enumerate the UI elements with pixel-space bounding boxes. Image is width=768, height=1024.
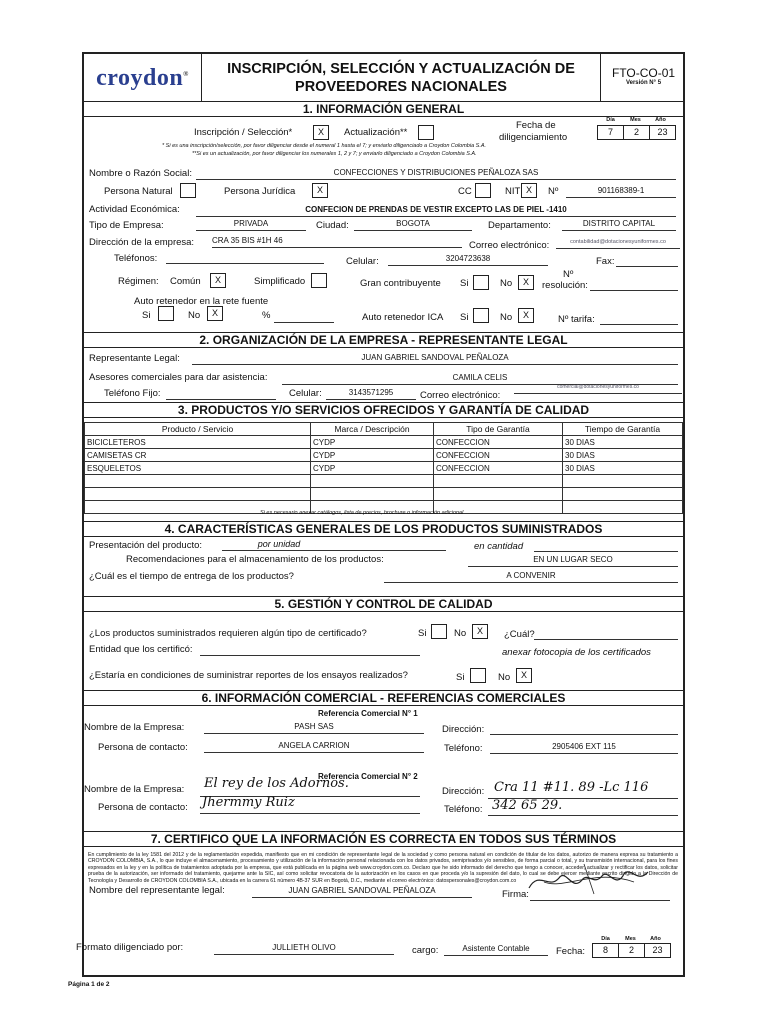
cual-label: ¿Cuál?	[504, 629, 535, 640]
form-code: FTO-CO-01	[611, 66, 676, 80]
celular-field[interactable]: 3204723638	[388, 253, 548, 266]
celular-label: Celular:	[346, 256, 379, 267]
autoret-no-label: No	[188, 310, 201, 321]
rep-si-checkbox[interactable]	[470, 668, 486, 683]
direccion-label: Dirección de la empresa:	[89, 237, 195, 248]
section-6-title: 6. INFORMACIÓN COMERCIAL - REFERENCIAS COMERCIALES	[84, 690, 683, 706]
cual-field[interactable]	[534, 627, 678, 640]
direccion-field[interactable]: CRA 35 BIS #1H 46	[212, 235, 462, 248]
actualizacion-label: Actualización**	[344, 127, 408, 138]
rep-legal-label: Nombre del representante legal:	[89, 885, 225, 896]
fecha-final[interactable]	[593, 943, 671, 958]
ref1-title: Referencia Comercial N° 1	[318, 709, 418, 718]
telefono-fijo-label: Teléfono Fijo:	[104, 388, 161, 399]
section-5-title: 5. GESTIÓN Y CONTROL DE CALIDAD	[84, 596, 683, 612]
nit-number-label: Nº	[548, 186, 559, 197]
fecha-final-ano: 23	[644, 943, 671, 958]
cert-si-label: Si	[418, 628, 427, 639]
asesor-celular-label: Celular:	[289, 388, 322, 399]
asesores-label: Asesores comerciales para dar asistencia:	[89, 372, 268, 383]
entidad-label: Entidad que los certificó:	[89, 644, 193, 655]
entrega-label: ¿Cuál es el tiempo de entrega de los productos?	[89, 571, 294, 582]
recomendaciones-field[interactable]: EN UN LUGAR SECO	[468, 554, 678, 567]
cert-no-checkbox[interactable]: X	[472, 624, 488, 639]
ref1-contacto-label: Persona de contacto:	[98, 742, 188, 753]
ref1-telefono-field[interactable]: 2905406 EXT 115	[490, 741, 678, 754]
asesor-correo-field[interactable]: comercial@dotacionesyuniformes.co	[514, 381, 682, 394]
persona-juridica-label: Persona Jurídica	[224, 186, 296, 197]
ref2-direccion-field[interactable]: Cra 11 #11. 89 -Lc 116	[494, 780, 649, 795]
nit-number-field[interactable]: 901168389-1	[566, 185, 676, 198]
firma-label: Firma:	[502, 889, 529, 900]
diligenciado-label: Formato diligenciado por:	[76, 942, 184, 953]
comun-label: Común	[170, 276, 201, 287]
cert-si-checkbox[interactable]	[431, 624, 447, 639]
table-row[interactable]	[85, 488, 683, 501]
simplificado-checkbox[interactable]	[311, 273, 327, 288]
reportes-question: ¿Estaría en condiciones de suministrar reportes de los ensayos realizados?	[89, 670, 408, 681]
nit-label: NIT	[505, 186, 521, 197]
ref2-empresa-field[interactable]: El rey de los Adornos.	[204, 776, 349, 791]
autoret-si-label: Si	[142, 310, 151, 321]
ref2-telefono-label: Teléfono:	[444, 804, 483, 815]
ref2-telefono-field[interactable]: 342 65 29.	[492, 798, 563, 813]
form-title: INSCRIPCIÓN, SELECCIÓN Y ACTUALIZACIÓN DE PROVEEDORES NACIONALES	[227, 61, 575, 95]
representante-label: Representante Legal:	[89, 353, 180, 364]
ciudad-field[interactable]: BOGOTA	[354, 218, 472, 231]
resolucion-label: resolución:	[542, 280, 588, 291]
rep-no-checkbox[interactable]: X	[516, 668, 532, 683]
actividad-label: Actividad Económica:	[89, 204, 180, 215]
actividad-field[interactable]: CONFECION DE PRENDAS DE VESTIR EXCEPTO LAS DE PIEL -1410	[196, 204, 676, 217]
fecha-diligenciamiento[interactable]	[598, 125, 676, 140]
tipo-empresa-label: Tipo de Empresa:	[89, 220, 164, 231]
fecha-mes: 2	[623, 125, 650, 140]
actualizacion-checkbox[interactable]	[418, 125, 434, 140]
entrega-field[interactable]: A CONVENIR	[384, 570, 678, 583]
ref2-contacto-label: Persona de contacto:	[98, 802, 188, 813]
ica-no-label: No	[500, 312, 513, 323]
cargo-label: cargo:	[412, 945, 439, 956]
correo-field[interactable]: contabilidad@dotacionesyuniformes.co	[556, 236, 680, 249]
fax-label: Fax:	[596, 256, 615, 267]
regimen-label: Régimen:	[118, 276, 159, 287]
cc-label: CC	[458, 186, 472, 197]
asesores-field[interactable]: CAMILA CELIS	[282, 372, 678, 385]
gran-contribuyente-label: Gran contribuyente	[360, 278, 441, 289]
por-unidad-line[interactable]	[336, 538, 446, 551]
asesor-celular-field[interactable]: 3143571295	[326, 387, 416, 400]
tarifa-label: Nº tarifa:	[558, 314, 595, 325]
fecha-final-label: Fecha:	[556, 946, 586, 957]
section-3-title: 3. PRODUCTOS Y/O SERVICIOS OFRECIDOS Y GARANTÍA DE CALIDAD	[84, 402, 683, 418]
autoret-no-checkbox[interactable]: X	[207, 306, 223, 321]
section-4-title: 4. CARACTERÍSTICAS GENERALES DE LOS PRODUCTOS SUMINISTRADOS	[84, 521, 683, 537]
porcentaje-label: %	[262, 310, 271, 321]
fecha-dia: 7	[597, 125, 624, 140]
page-number: Página 1 de 2	[68, 981, 110, 988]
table-row[interactable]: BICICLETEROS CYDP CONFECCION 30 DIAS	[85, 436, 683, 449]
cargo-field[interactable]: Asistente Contable	[444, 943, 548, 956]
fecha-final-mes: 2	[618, 943, 645, 958]
fecha-final-headers: Día Mes Año	[601, 936, 661, 942]
cert-no-label: No	[454, 628, 467, 639]
ica-si-label: Si	[460, 312, 469, 323]
entidad-field[interactable]	[200, 643, 420, 656]
supplier-registration-form	[76, 52, 685, 977]
persona-natural-checkbox[interactable]	[180, 183, 196, 198]
ica-no-checkbox[interactable]: X	[518, 308, 534, 323]
ref1-empresa-field[interactable]: PASH SAS	[204, 721, 424, 734]
en-cantidad-field[interactable]	[534, 539, 678, 552]
inscripcion-label: Inscripción / Selección*	[194, 127, 293, 138]
persona-juridica-checkbox[interactable]: X	[312, 183, 328, 198]
fecha-final-dia: 8	[592, 943, 619, 958]
autoret-si-checkbox[interactable]	[158, 306, 174, 321]
gran-si-checkbox[interactable]	[473, 275, 489, 290]
date-headers: Día Mes Año	[606, 117, 666, 123]
header-logo-cell	[84, 54, 202, 102]
resolucion-label-n: Nº	[563, 269, 574, 280]
nit-checkbox[interactable]: X	[521, 183, 537, 198]
telefonos-label: Teléfonos:	[114, 253, 158, 264]
razon-social-label: Nombre o Razón Social:	[89, 168, 192, 179]
autoretenedor-label: Auto retenedor en la rete fuente	[134, 296, 269, 307]
section-2-title: 2. ORGANIZACIÓN DE LA EMPRESA - REPRESENTANTE LEGAL	[84, 332, 683, 348]
ref1-contacto-field[interactable]: ANGELA CARRION	[204, 740, 424, 753]
correo-label: Correo electrónico:	[469, 240, 550, 251]
departamento-field[interactable]: DISTRITO CAPITAL	[562, 218, 676, 231]
recomendaciones-label: Recomendaciones para el almacenamiento de los productos:	[126, 554, 384, 565]
tarifa-field[interactable]	[600, 312, 678, 325]
rep-si-label: Si	[456, 672, 465, 683]
section-1-title: 1. INFORMACIÓN GENERAL	[84, 101, 683, 117]
note-actualizacion: **Si es un actualización, por favor diligenciar los numerales 1, 2 y 7; y enviarlo diligenciado a Croydon Colombia S.A.	[192, 151, 477, 157]
certificado-question: ¿Los productos suministrados requieren algún tipo de certificado?	[89, 628, 367, 639]
por-unidad-field[interactable]: por unidad	[222, 538, 336, 551]
table-row[interactable]: ESQUELETOS CYDP CONFECCION 30 DIAS	[85, 462, 683, 475]
signature-image	[524, 860, 654, 900]
representante-field[interactable]: JUAN GABRIEL SANDOVAL PEÑALOZA	[192, 352, 678, 365]
telefono-fijo-field[interactable]	[166, 387, 276, 400]
gran-no-label: No	[500, 278, 513, 289]
gran-si-label: Si	[460, 278, 469, 289]
porcentaje-field[interactable]	[274, 310, 334, 323]
fecha-label-1: Fecha de	[516, 120, 556, 131]
ref1-direccion-label: Dirección:	[442, 724, 485, 735]
cc-checkbox[interactable]	[475, 183, 491, 198]
ref1-empresa-label: Nombre de la Empresa:	[84, 722, 185, 733]
telefonos-field[interactable]	[166, 251, 324, 264]
products-note: Si es necesario anexar catálogos, lista de precios, brochure o información adicional	[260, 510, 464, 516]
resolucion-field[interactable]	[590, 278, 678, 291]
form-code-cell	[600, 54, 686, 102]
rep-no-label: No	[498, 672, 511, 683]
diligenciado-field[interactable]: JULLIETH OLIVO	[214, 942, 394, 955]
fax-field[interactable]	[616, 254, 678, 267]
anexar-note: anexar fotocopia de los certificados	[502, 647, 651, 658]
table-row[interactable]	[85, 475, 683, 488]
razon-social-field[interactable]: CONFECCIONES Y DISTRIBUCIONES PEÑALOZA SAS	[196, 167, 676, 180]
croydon-logo: croydon®	[96, 64, 189, 91]
departamento-label: Departamento:	[488, 220, 551, 231]
tipo-empresa-field[interactable]: PRIVADA	[196, 218, 306, 231]
products-table-header: Producto / Servicio Marca / Descripción Tipo de Garantía Tiempo de Garantía	[85, 423, 683, 436]
en-cantidad-label: en cantidad	[474, 541, 524, 552]
fecha-label-2: diligenciamiento	[499, 132, 568, 143]
data-protection-clause: En cumplimiento de la ley 1581 del 2012 y de la reglamentación expedida, manifiesto que en mi condición de representante legal de la sociedad y como persona natural en condición de titular de los datos, autorizo de manera expresa su tratamiento a CROYDON COLOMBIA, S.A., lo que incluye el almacenamiento, procesamiento y utilización de la información personal relacionada con los datos privados, semiprivados y/o sensibles, de forma parcial o total, y su transmisión internacional, para los fines expresados en la ley y en la política de tratamientos adoptada por la empresa, que está publicada en la página web www.croydon.com.co. Declaro que he sido informado del derecho que tengo a conocer, acceder, actualizar y rectificar los datos, solicitar prueba de la autorización, ser informado del tratamiento, quejarme ante la SIC, así como solicitar revocatoria de la autorización en los casos en que proceda y/o la supresión del dato, lo cual se debe ejercer mediante escrito dirigido a la Dirección de Tecnología y Desarrollo de CROYDON COLOMBIA S.A., ubicada en la carrera 61 número 4B-37 SUR en Bogotá, D.C., mediante el correo electrónico: datospersonales@croydon.com.co	[88, 852, 678, 884]
gran-no-checkbox[interactable]: X	[518, 275, 534, 290]
ref2-empresa-label: Nombre de la Empresa:	[84, 784, 185, 795]
asesor-correo-label: Correo electrónico:	[420, 390, 501, 401]
ref2-title: Referencia Comercial N° 2	[318, 772, 418, 781]
comun-checkbox[interactable]: X	[210, 273, 226, 288]
ica-label: Auto retenedor ICA	[362, 312, 444, 323]
ciudad-label: Ciudad:	[316, 220, 349, 231]
products-table	[84, 422, 683, 514]
ref2-direccion-label: Dirección:	[442, 786, 485, 797]
rep-legal-field[interactable]: JUAN GABRIEL SANDOVAL PEÑALOZA	[252, 885, 472, 898]
inscripcion-checkbox[interactable]: X	[313, 125, 329, 140]
note-inscripcion: * Si es una inscripción/selección, por favor diligenciar desde el numeral 1 hasta el 7; y enviarlo diligenciado a Croydon Colombia S.A.	[162, 143, 487, 149]
ref1-direccion-field[interactable]	[490, 722, 678, 735]
section-7-title: 7. CERTIFICO QUE LA INFORMACIÓN ES CORRECTA EN TODOS SUS TÉRMINOS	[84, 831, 683, 847]
fecha-ano: 23	[649, 125, 676, 140]
persona-natural-label: Persona Natural	[104, 186, 173, 197]
form-version: Versión N° 5	[625, 80, 662, 86]
presentacion-label: Presentación del producto:	[89, 540, 203, 551]
table-row[interactable]: CAMISETAS CR CYDP CONFECCION 30 DIAS	[85, 449, 683, 462]
ica-si-checkbox[interactable]	[473, 308, 489, 323]
simplificado-label: Simplificado	[254, 276, 306, 287]
ref2-contacto-field[interactable]: Jhermmy Ruiz	[202, 795, 295, 810]
ref1-telefono-label: Teléfono:	[444, 743, 483, 754]
